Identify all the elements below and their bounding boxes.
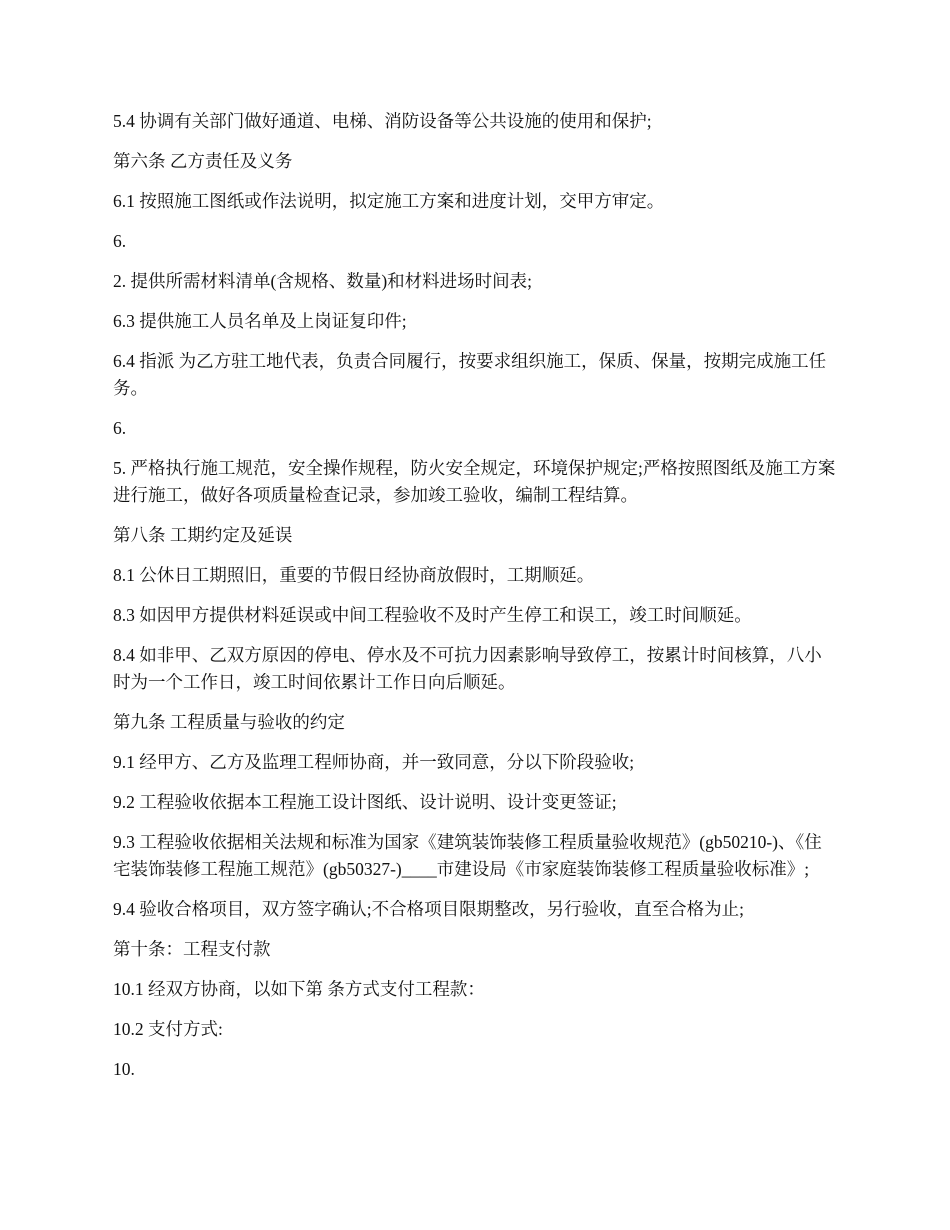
section-heading-article-8: 第八条 工期约定及延误 <box>113 525 293 545</box>
paragraph-6-fragment-2: 6. <box>113 418 127 438</box>
paragraph-6-2: 2. 提供所需材料清单(含规格、数量)和材料进场时间表; <box>113 271 533 291</box>
paragraph-10-1: 10.1 经双方协商，以如下第 条方式支付工程款： <box>113 979 485 999</box>
paragraph-5-4: 5.4 协调有关部门做好通道、电梯、消防设备等公共设施的使用和保护; <box>113 111 652 131</box>
paragraph-10-2: 10.2 支付方式: <box>113 1019 223 1039</box>
paragraph-8-4: 8.4 如非甲、乙双方原因的停电、停水及不可抗力因素影响导致停工，按累计时间核算，八小时为一个工作日，竣工时间依累计工作日向后顺延。 <box>113 645 822 692</box>
document-page <box>113 108 838 1096</box>
paragraph-6-1: 6.1 按照施工图纸或作法说明，拟定施工方案和进度计划，交甲方审定。 <box>113 191 665 211</box>
paragraph-10-fragment: 10. <box>113 1059 135 1079</box>
paragraph-6-4: 6.4 指派 为乙方驻工地代表，负责合同履行，按要求组织施工，保质、保量，按期完成施工任务。 <box>113 351 827 398</box>
section-heading-article-9: 第九条 工程质量与验收的约定 <box>113 712 345 732</box>
paragraph-6-3: 6.3 提供施工人员名单及上岗证复印件; <box>113 311 407 331</box>
paragraph-9-3: 9.3 工程验收依据相关法规和标准为国家《建筑装饰装修工程质量验收规范》(gb50210-)、《住宅装饰装修工程施工规范》(gb50327-)____市建设局《市家庭装饰装修工程质量验收标准》; <box>113 832 822 879</box>
paragraph-9-4: 9.4 验收合格项目，双方签字确认;不合格项目限期整改，另行验收，直至合格为止; <box>113 899 744 919</box>
paragraph-9-2: 9.2 工程验收依据本工程施工设计图纸、设计说明、设计变更签证; <box>113 792 617 812</box>
paragraph-6-5: 5. 严格执行施工规范，安全操作规程，防火安全规定，环境保护规定;严格按照图纸及施工方案进行施工，做好各项质量检查记录，参加竣工验收，编制工程结算。 <box>113 458 836 505</box>
paragraph-6-fragment: 6. <box>113 231 127 251</box>
section-heading-article-6: 第六条 乙方责任及义务 <box>113 151 293 171</box>
paragraph-8-1: 8.1 公休日工期照旧，重要的节假日经协商放假时，工期顺延。 <box>113 565 595 585</box>
paragraph-9-1: 9.1 经甲方、乙方及监理工程师协商，并一致同意，分以下阶段验收; <box>113 752 635 772</box>
section-heading-article-10: 第十条：工程支付款 <box>113 939 271 959</box>
paragraph-8-3: 8.3 如因甲方提供材料延误或中间工程验收不及时产生停工和误工，竣工时间顺延。 <box>113 605 752 625</box>
